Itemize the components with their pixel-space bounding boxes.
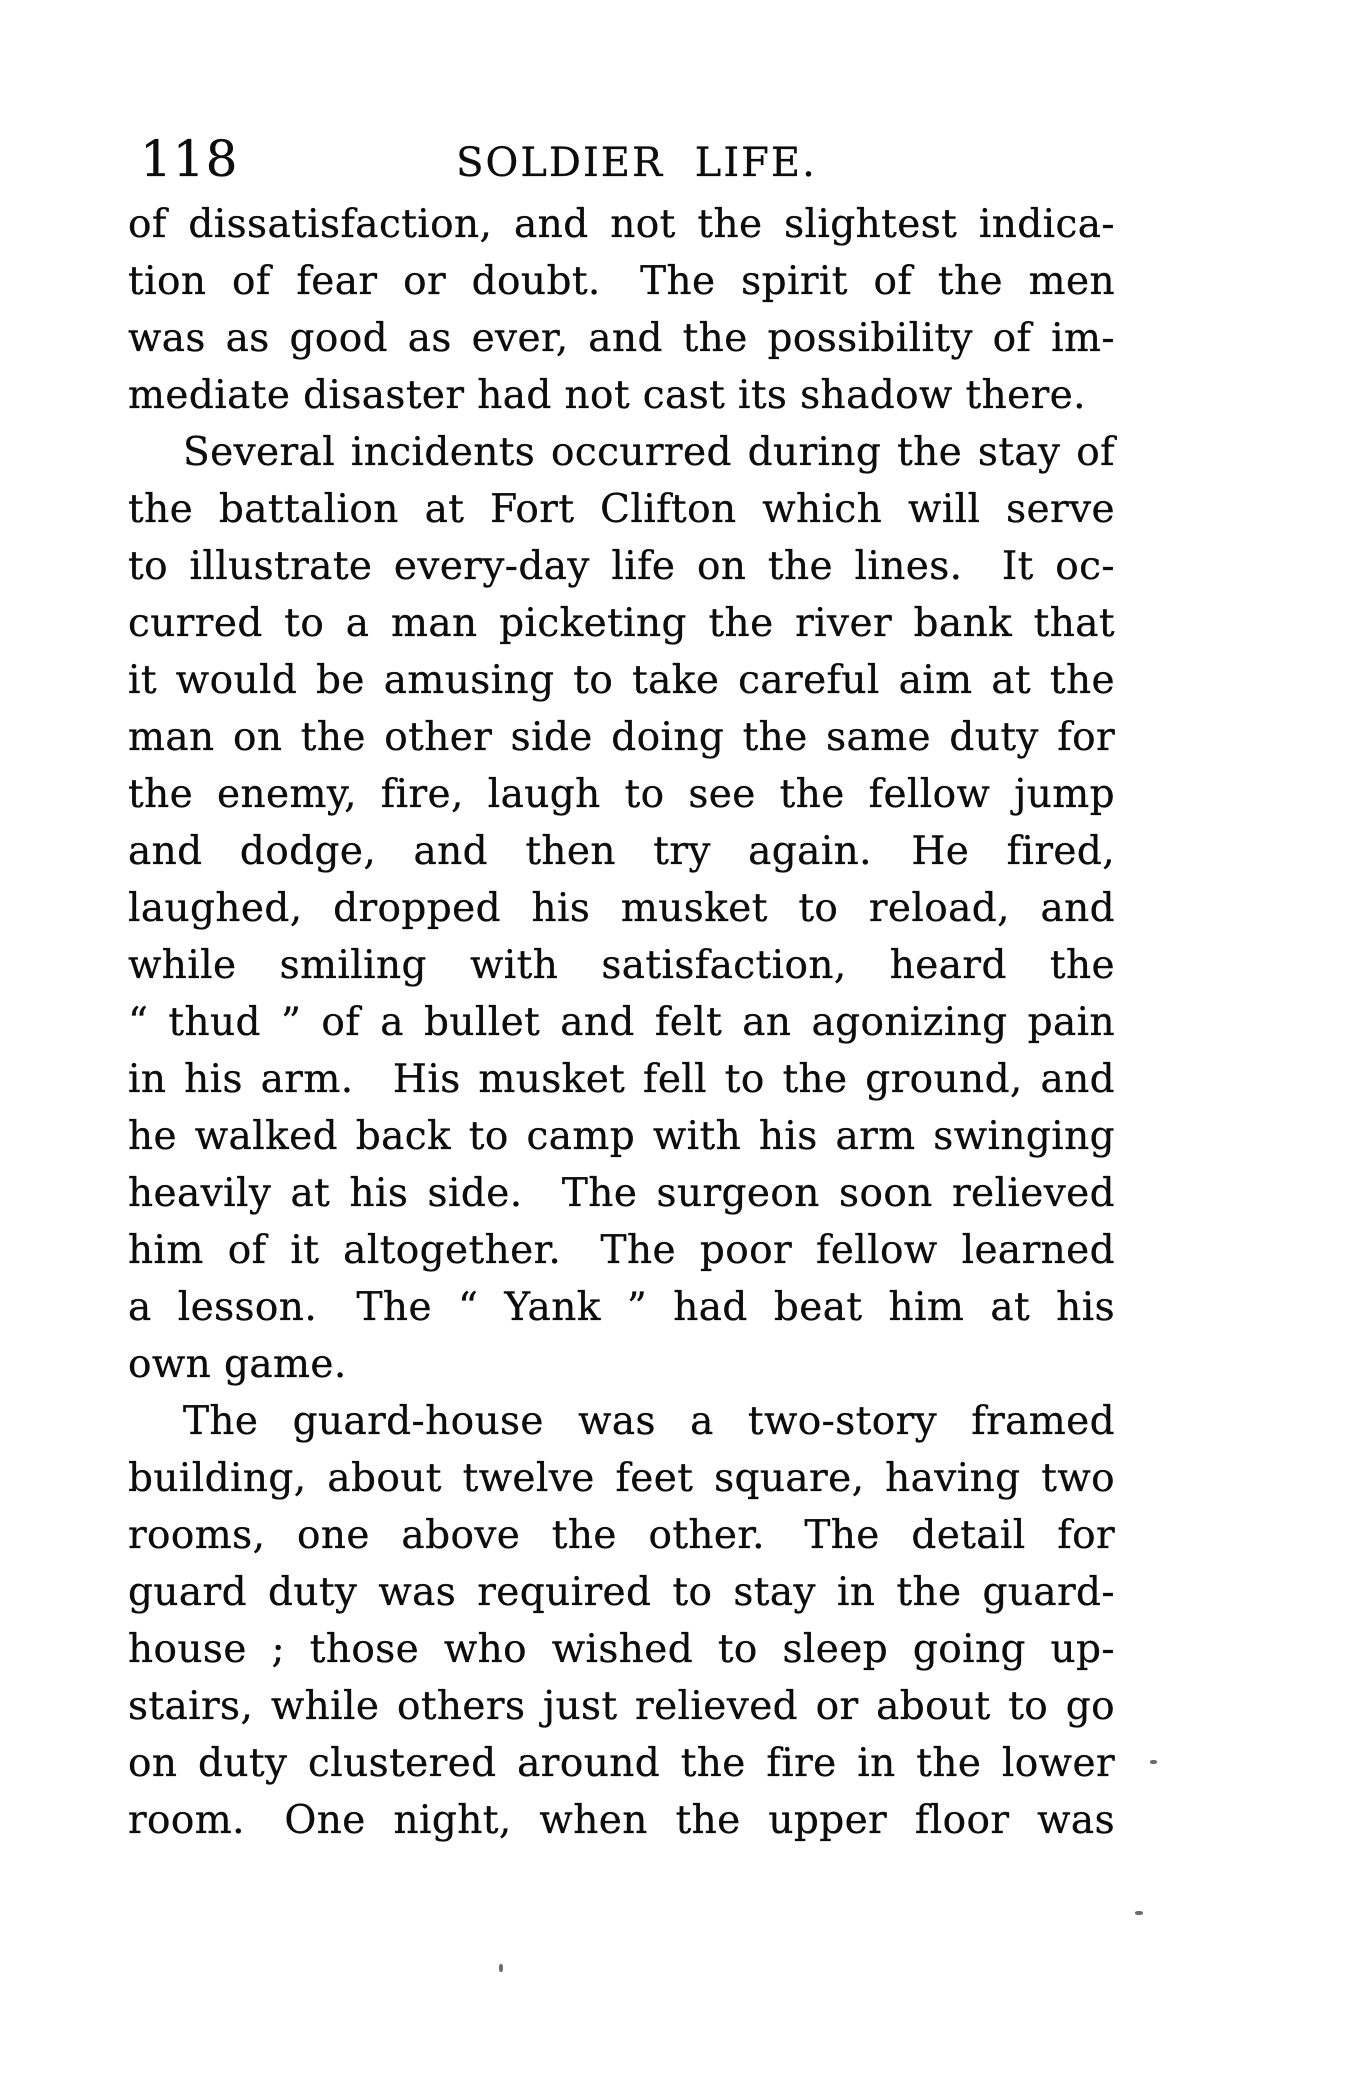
text-line: him of it altogether. The poor fellow learned [128,1228,1115,1273]
text-line: The guard-house was a two-story framed [183,1399,1115,1444]
text-line: was as good as ever, and the possibility of im- [128,316,1115,361]
page-body [128,196,1115,1849]
text-line: it would be amusing to take careful aim at the [128,658,1115,703]
text-line: tion of fear or doubt. The spirit of the men [128,259,1115,304]
text-line: the battalion at Fort Clifton which will serve [128,487,1115,532]
text-line: building, about twelve feet square, having two [128,1456,1115,1501]
text-line: curred to a man picketing the river bank that [128,601,1115,646]
text-line: on duty clustered around the fire in the lower [128,1741,1115,1786]
text-line: man on the other side doing the same duty for [128,715,1115,760]
text-line: room. One night, when the upper floor was [128,1798,1115,1843]
text-line: stairs, while others just relieved or about to go [128,1684,1115,1729]
text-line: rooms, one above the other. The detail for [128,1513,1115,1558]
text-line: mediate disaster had not cast its shadow there. [128,373,1086,418]
text-line: own game. [128,1342,347,1387]
text-line: laughed, dropped his musket to reload, and [128,886,1115,931]
text-line: “ thud ” of a bullet and felt an agonizing pain [128,1000,1115,1045]
paragraph [128,196,1115,424]
text-line: a lesson. The “ Yank ” had beat him at his [128,1285,1115,1330]
text-line: heavily at his side. The surgeon soon relieved [128,1171,1115,1216]
text-line: house ; those who wished to sleep going up- [128,1627,1115,1672]
text-line: Several incidents occurred during the stay of [183,430,1115,475]
text-line: of dissatisfaction, and not the slightest indica- [128,202,1115,247]
scan-speck [1135,1911,1143,1915]
paragraph [128,1393,1115,1849]
running-title: SOLDIER LIFE. [456,140,817,186]
text-line: and dodge, and then try again. He fired, [128,829,1115,874]
page-number: 118 [140,130,239,188]
scan-speck [1150,1760,1157,1764]
text-line: in his arm. His musket fell to the ground, and [128,1057,1115,1102]
text-line: to illustrate every-day life on the lines. It oc- [128,544,1115,589]
text-line: he walked back to camp with his arm swinging [128,1114,1115,1159]
text-line: while smiling with satisfaction, heard the [128,943,1115,988]
paragraph [128,424,1115,1393]
scan-speck [499,1964,503,1972]
text-line: the enemy, fire, laugh to see the fellow jump [128,772,1115,817]
text-line: guard duty was required to stay in the guard- [128,1570,1115,1615]
